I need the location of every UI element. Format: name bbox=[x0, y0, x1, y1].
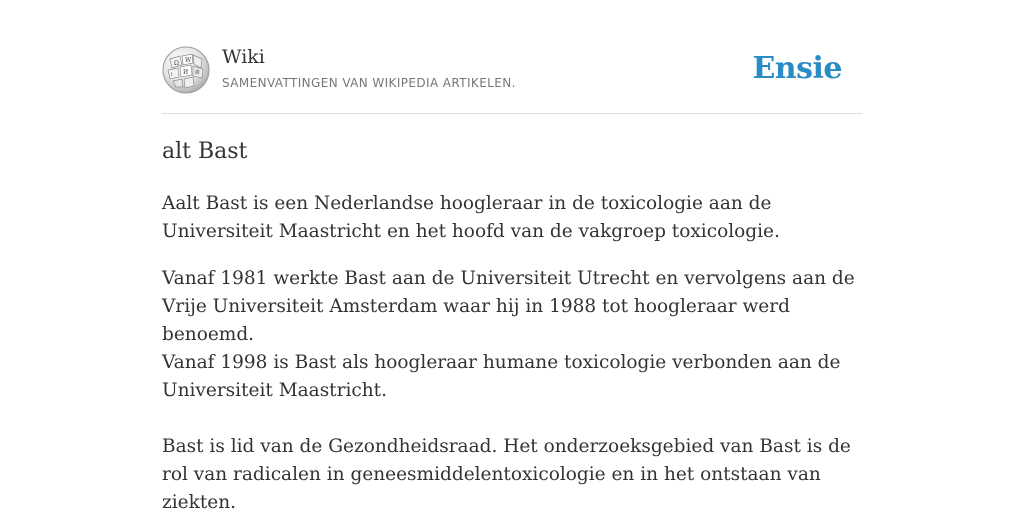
site-tagline: SAMENVATTINGEN VAN WIKIPEDIA ARTIKELEN. bbox=[222, 76, 516, 90]
article-paragraph: Bast is lid van de Gezondheidsraad. Het onderzoeksgebied van Bast is de rol van radicalen in geneesmiddelentoxicologie en in het ontstaan van ziekten. bbox=[162, 436, 851, 513]
wikipedia-globe-icon[interactable] bbox=[162, 46, 210, 94]
svg-text:Ω: Ω bbox=[174, 60, 179, 67]
ensie-brand-link[interactable]: Ensie bbox=[752, 51, 842, 86]
article-paragraph: Aalt Bast is een Nederlandse hoogleraar in de toxicologie aan de Universiteit Maastricht en het hoofd van de vakgroep toxicologie. bbox=[162, 193, 780, 242]
article-paragraph: Vanaf 1981 werkte Bast aan de Universiteit Utrecht en vervolgens aan de Vrije Universiteit Amsterdam waar hij in 1988 tot hoogleraar werd benoemd. bbox=[162, 268, 855, 345]
svg-text:維: 維 bbox=[195, 70, 201, 76]
site-name[interactable]: Wiki bbox=[222, 46, 265, 68]
svg-text:ا: ا bbox=[171, 72, 173, 78]
site-header bbox=[162, 0, 862, 114]
article-paragraph: Vanaf 1998 is Bast als hoogleraar humane toxicologie verbonden aan de Universiteit Maastricht. bbox=[162, 352, 841, 401]
svg-text:И: И bbox=[183, 69, 189, 76]
article-title: alt Bast bbox=[162, 139, 248, 164]
page-container bbox=[162, 0, 862, 513]
svg-text:W: W bbox=[185, 57, 192, 64]
